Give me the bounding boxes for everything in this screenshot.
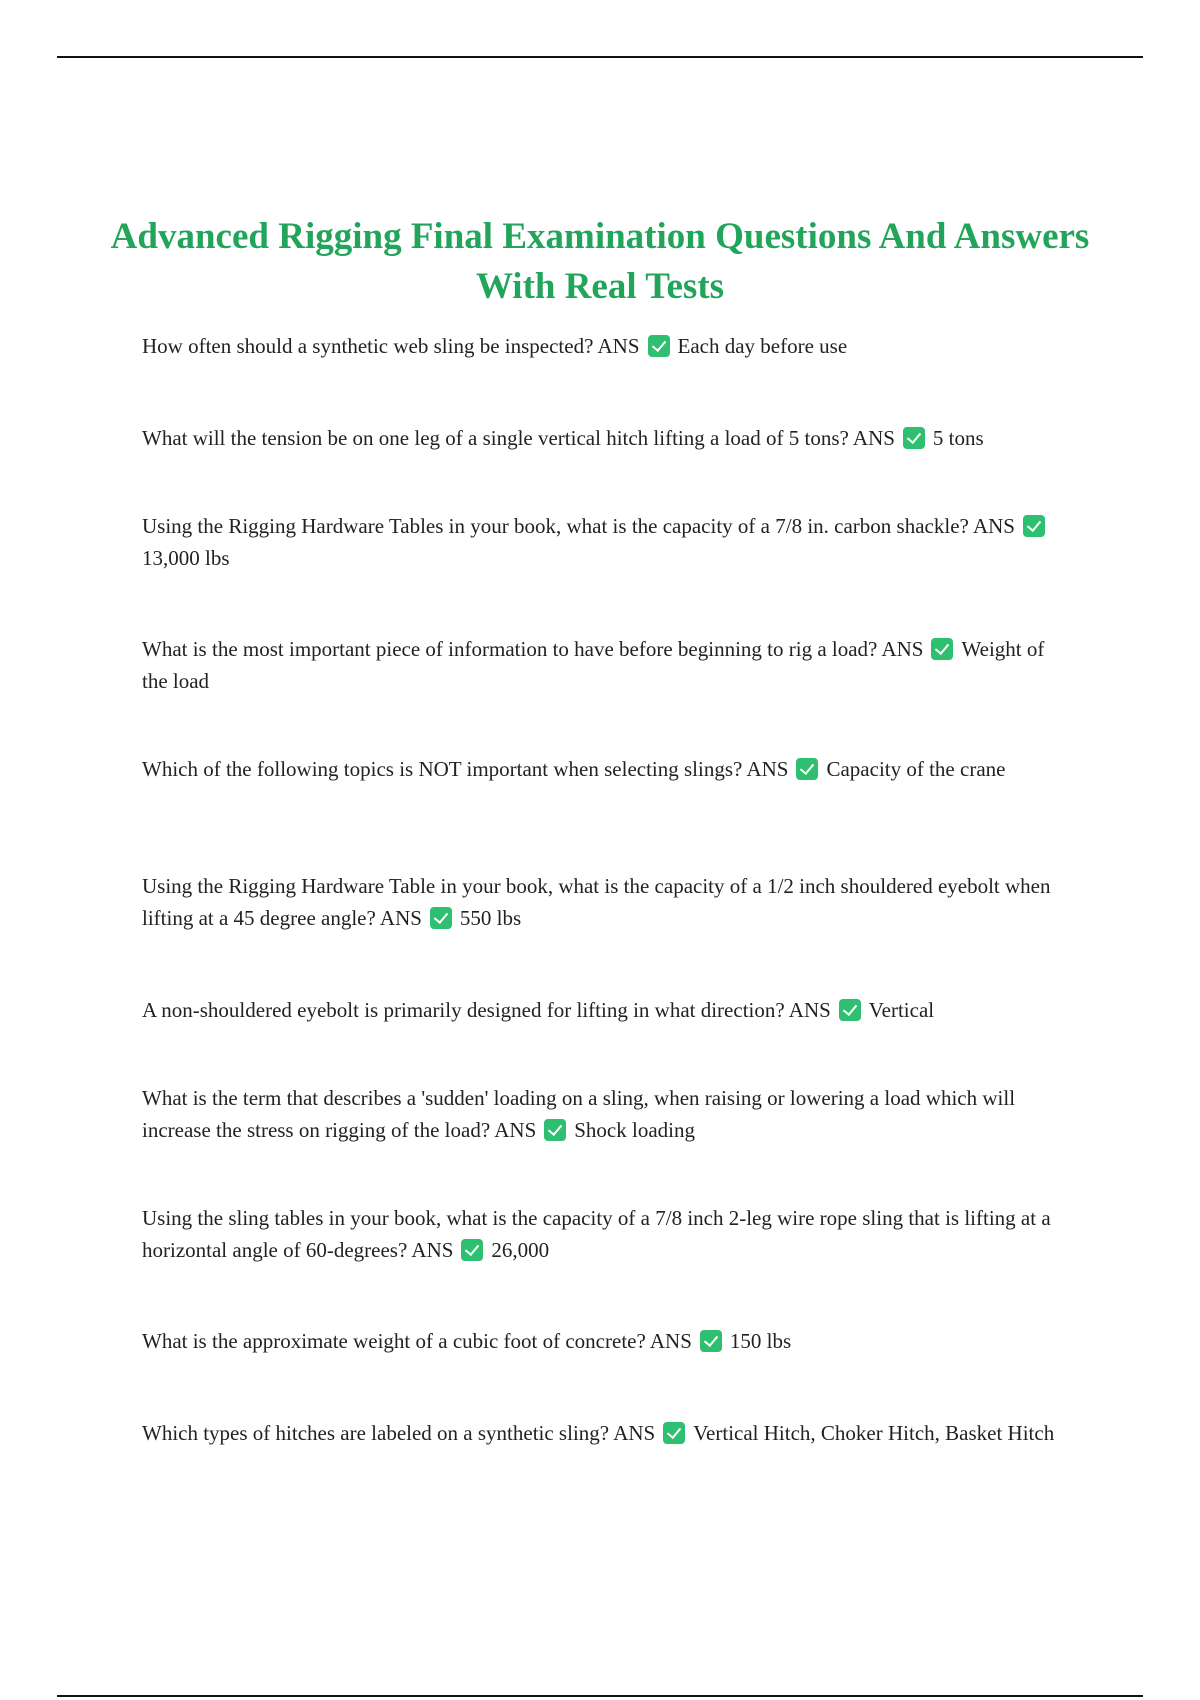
qa-item	[142, 870, 1062, 934]
ans-label: ANS	[972, 514, 1015, 538]
qa-item	[142, 422, 1062, 454]
check-icon	[903, 427, 925, 449]
answer-text: Capacity of the crane	[826, 757, 1006, 781]
qa-item	[142, 1202, 1062, 1266]
check-icon	[461, 1239, 483, 1261]
ans-label: ANS	[852, 426, 895, 450]
ans-label: ANS	[613, 1421, 656, 1445]
answer-text: Weight of the load	[142, 637, 1045, 693]
question-text: What is the term that describes a 'sudden' loading on a sling, when raising or lowering a load which will increase the stress on rigging of the load?	[142, 1086, 1016, 1142]
document-title: Advanced Rigging Final Examination Questions And Answers With Real Tests	[110, 216, 1090, 307]
question-text: Which of the following topics is NOT important when selecting slings?	[142, 757, 743, 781]
answer-text: Shock loading	[574, 1118, 695, 1142]
answer-text: 550 lbs	[459, 906, 522, 930]
qa-item	[142, 1082, 1062, 1146]
ans-label: ANS	[788, 998, 831, 1022]
ans-label: ANS	[411, 1238, 454, 1262]
check-icon	[430, 907, 452, 929]
answer-text: Each day before use	[677, 334, 848, 358]
check-icon	[648, 335, 670, 357]
qa-item	[142, 1417, 1062, 1449]
question-text: How often should a synthetic web sling be inspected?	[142, 334, 594, 358]
ans-label: ANS	[649, 1329, 692, 1353]
question-text: A non-shouldered eyebolt is primarily designed for lifting in what direction?	[142, 998, 785, 1022]
check-icon	[700, 1330, 722, 1352]
ans-label: ANS	[746, 757, 789, 781]
footer-rule	[57, 1695, 1143, 1697]
qa-item	[142, 753, 1062, 785]
question-text: Using the sling tables in your book, what is the capacity of a 7/8 inch 2-leg wire rope sling that is lifting at a horizontal angle of 60-degrees?	[142, 1206, 1051, 1262]
qa-item	[142, 994, 1062, 1026]
question-text: Using the Rigging Hardware Table in your book, what is the capacity of a 1/2 inch shouldered eyebolt when lifting at a 45 degree angle?	[142, 874, 1051, 930]
answer-text: 13,000 lbs	[142, 546, 230, 570]
check-icon	[663, 1422, 685, 1444]
qa-item	[142, 633, 1062, 697]
check-icon	[931, 638, 953, 660]
qa-item	[142, 330, 1062, 362]
question-text: What will the tension be on one leg of a single vertical hitch lifting a load of 5 tons?	[142, 426, 849, 450]
ans-label: ANS	[379, 906, 422, 930]
question-text: What is the most important piece of information to have before beginning to rig a load?	[142, 637, 878, 661]
check-icon	[1023, 515, 1045, 537]
qa-item	[142, 1325, 1062, 1357]
answer-text: Vertical	[868, 998, 935, 1022]
check-icon	[839, 999, 861, 1021]
header-rule	[57, 56, 1143, 58]
check-icon	[796, 758, 818, 780]
qa-item	[142, 510, 1062, 574]
answer-text: 150 lbs	[729, 1329, 792, 1353]
question-text: Which types of hitches are labeled on a synthetic sling?	[142, 1421, 610, 1445]
check-icon	[544, 1119, 566, 1141]
question-text: What is the approximate weight of a cubic foot of concrete?	[142, 1329, 646, 1353]
ans-label: ANS	[494, 1118, 537, 1142]
answer-text: Vertical Hitch, Choker Hitch, Basket Hitch	[693, 1421, 1055, 1445]
answer-text: 26,000	[491, 1238, 550, 1262]
ans-label: ANS	[881, 637, 924, 661]
ans-label: ANS	[597, 334, 640, 358]
answer-text: 5 tons	[932, 426, 984, 450]
question-text: Using the Rigging Hardware Tables in your book, what is the capacity of a 7/8 in. carbon shackle?	[142, 514, 969, 538]
